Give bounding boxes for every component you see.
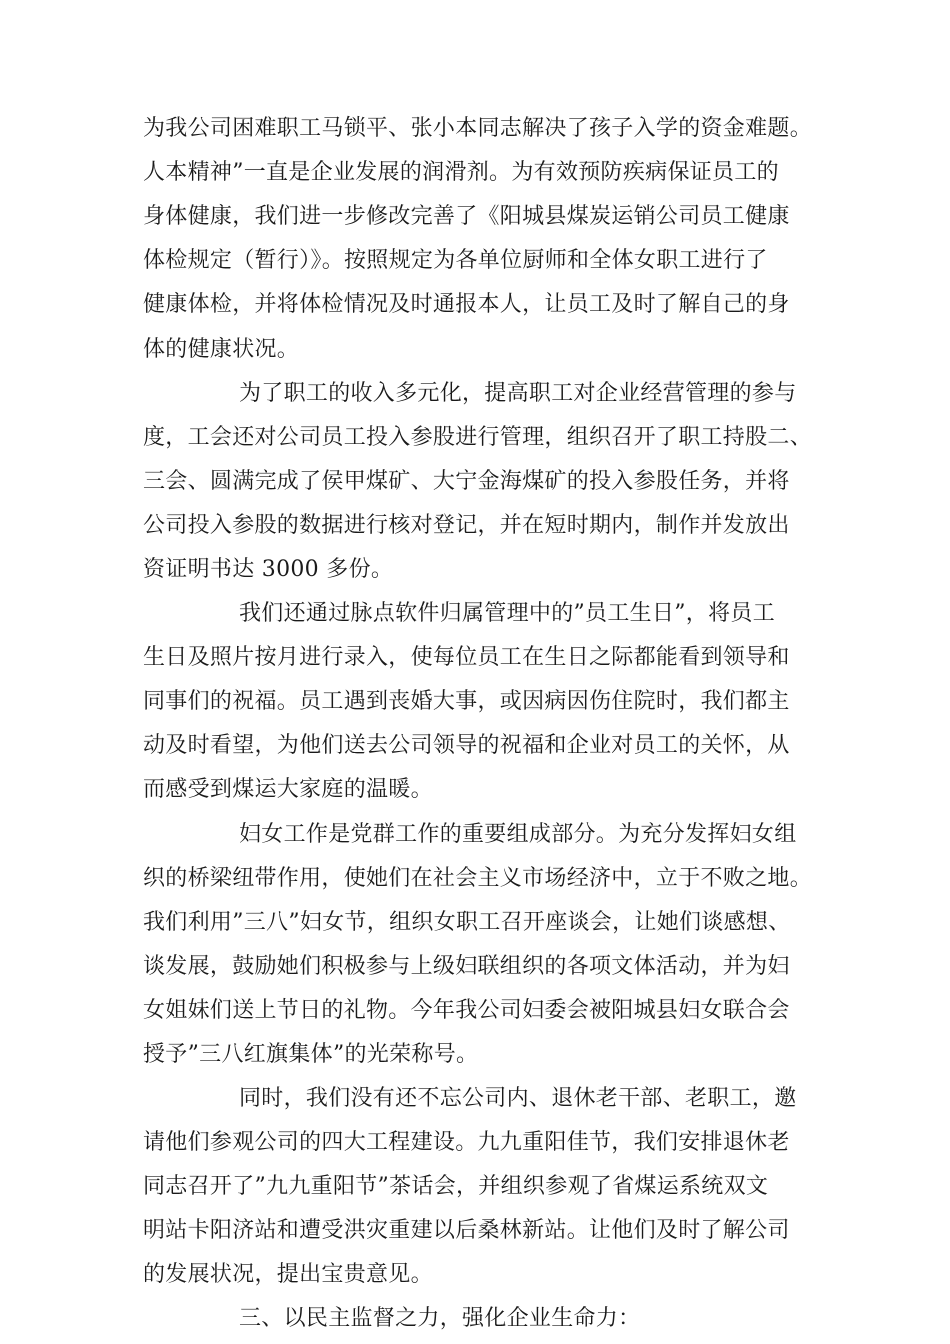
text-line: 明站卡阳济站和遭受洪灾重建以后桑林新站。让他们及时了解公司 [143,1218,790,1243]
text-line: 公司投入参股的数据进行核对登记，并在短时期内，制作并发放出 [143,513,790,538]
section-heading: 三、以民主监督之力，强化企业生命力： [239,1306,641,1331]
text-line: 妇女工作是党群工作的重要组成部分。为充分发挥妇女组 [239,822,797,847]
text-line: 体的健康状况。 [143,337,300,362]
text-line: 织的桥梁纽带作用，使她们在社会主义市场经济中，立于不败之地。 [143,866,813,891]
text-line: 的发展状况，提出宝贵意见。 [143,1262,433,1287]
text-line: 而感受到煤运大家庭的温暖。 [143,777,433,802]
text-line: 我们利用”三八”妇女节，组织女职工召开座谈会，让她们谈感想、 [143,910,791,935]
text-line: 谈发展，鼓励她们积极参与上级妇联组织的各项文体活动，并为妇 [143,954,790,979]
text-line: 女姐妹们送上节日的礼物。今年我公司妇委会被阳城县妇女联合会 [143,998,790,1023]
text-line: 资证明书达 3000 多份。 [143,557,394,582]
text-line: 生日及照片按月进行录入，使每位员工在生日之际都能看到领导和 [143,645,790,670]
text-line: 同志召开了”九九重阳节”茶话会，并组织参观了省煤运系统双文 [143,1174,769,1199]
text-line: 同事们的祝福。员工遇到丧婚大事，或因病因伤住院时，我们都主 [143,689,790,714]
text-line: 人本精神”一直是企业发展的润滑剂。为有效预防疾病保证员工的 [143,160,779,185]
text-line: 健康体检，并将体检情况及时通报本人，让员工及时了解自己的身 [143,292,790,317]
text-line: 体检规定（暂行）》。按照规定为各单位厨师和全体女职工进行了 [143,248,768,273]
text-line: 授予”三八红旗集体”的光荣称号。 [143,1042,479,1067]
text-line: 度，工会还对公司员工投入参股进行管理，组织召开了职工持股二、 [143,425,813,450]
text-line: 同时，我们没有还不忘公司内、退休老干部、老职工，邀 [239,1086,797,1111]
text-line: 三会、圆满完成了侯甲煤矿、大宁金海煤矿的投入参股任务，并将 [143,469,790,494]
text-line: 动及时看望，为他们送去公司领导的祝福和企业对员工的关怀，从 [143,733,790,758]
text-line: 我们还通过脉点软件归属管理中的”员工生日”，将员工 [239,601,775,626]
text-line: 为我公司困难职工马锁平、张小本同志解决了孩子入学的资金难题。 [143,116,813,141]
text-line: 为了职工的收入多元化，提高职工对企业经营管理的参与 [239,381,797,406]
text-line: 身体健康，我们进一步修改完善了《阳城县煤炭运销公司员工健康 [143,204,790,229]
text-line: 请他们参观公司的四大工程建设。九九重阳佳节，我们安排退休老 [143,1130,790,1155]
